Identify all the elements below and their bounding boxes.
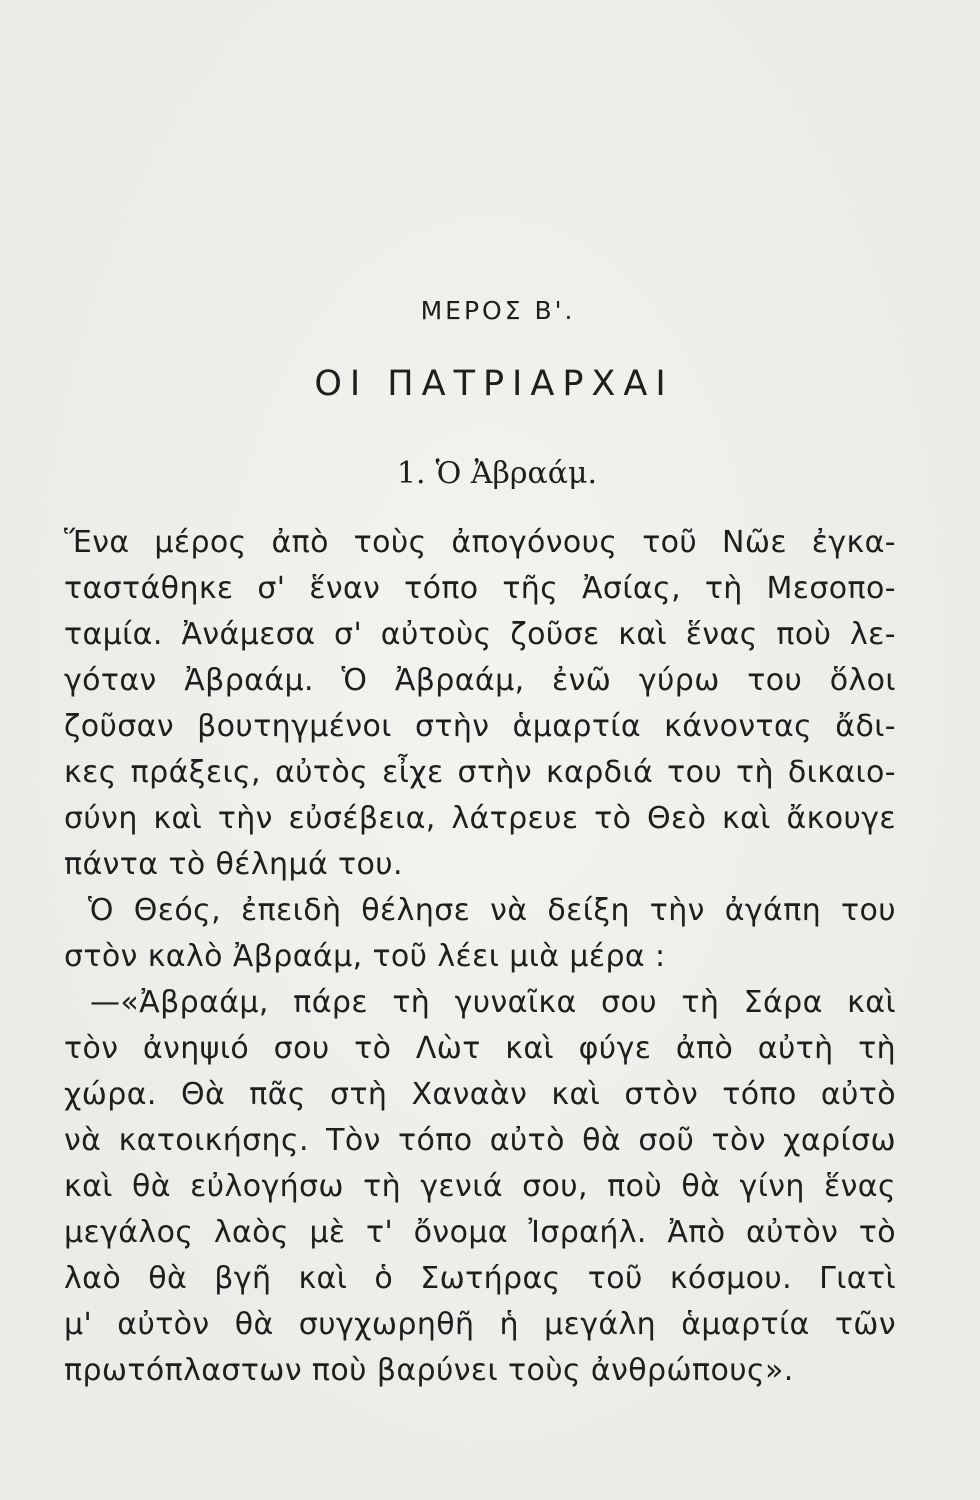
chapter-title: Ὁ Ἀβραάμ. — [435, 456, 598, 491]
text-line: πάντα τὸ θέλημά του. — [64, 847, 403, 882]
part-label: ΜΕΡΟΣ Β'. — [420, 296, 576, 325]
text-line: Ἕνα μέρος ἀπὸ τοὺς ἀπογόνους τοῦ Νῶε ἐγκα- — [64, 525, 896, 560]
text-line: σύνη καὶ τὴν εὐσέβεια, λάτρευε τὸ Θεὸ καὶ ἄκουγε — [64, 801, 896, 836]
text-line: —«Ἀβραάμ, πάρε τὴ γυναῖκα σου τὴ Σάρα καὶ — [90, 985, 896, 1020]
text-line: κες πράξεις, αὐτὸς εἶχε στὴν καρδιά του τὴ δικαιο- — [64, 755, 896, 790]
chapter-heading — [0, 456, 980, 491]
text-line: τὸν ἀνηψιό σου τὸ Λὼτ καὶ φύγε ἀπὸ αὐτὴ τὴ — [64, 1031, 896, 1066]
text-line: ταμία. Ἀνάμεσα σ' αὐτοὺς ζοῦσε καὶ ἕνας ποὺ λε- — [64, 617, 896, 652]
text-line: μεγάλος λαὸς μὲ τ' ὄνομα Ἰσραήλ. Ἀπὸ αὐτὸν τὸ — [64, 1215, 896, 1250]
text-line: γόταν Ἀβραάμ. Ὁ Ἀβραάμ, ἐνῶ γύρω του ὅλοι — [64, 663, 896, 698]
text-line: χώρα. Θὰ πᾶς στὴ Χαναὰν καὶ στὸν τόπο αὐτὸ — [64, 1077, 896, 1112]
text-line: ζοῦσαν βουτηγμένοι στὴν ἁμαρτία κάνοντας ἄδι- — [64, 709, 896, 744]
part-title: ΟΙ ΠΑΤΡΙΑΡΧΑΙ — [314, 364, 674, 404]
text-line: μ' αὐτὸν θὰ συγχωρηθῆ ἡ μεγάλη ἁμαρτία τῶν — [64, 1307, 896, 1342]
text-line: λαὸ θὰ βγῆ καὶ ὁ Σωτήρας τοῦ κόσμου. Γιατὶ — [64, 1261, 896, 1296]
text-line: πρωτόπλαστων ποὺ βαρύνει τοὺς ἀνθρώπους». — [64, 1353, 794, 1388]
text-line: στὸν καλὸ Ἀβραάμ, τοῦ λέει μιὰ μέρα : — [64, 939, 666, 974]
text-line: Ὁ Θεός, ἐπειδὴ θέλησε νὰ δείξη τὴν ἀγάπη του — [88, 893, 896, 928]
text-line: ταστάθηκε σ' ἕναν τόπο τῆς Ἀσίας, τὴ Μεσοπο- — [64, 571, 896, 606]
text-line: καὶ θὰ εὐλογήσω τὴ γενιά σου, ποὺ θὰ γίνη ἕνας — [64, 1169, 896, 1204]
chapter-number: 1. — [396, 456, 426, 491]
text-line: νὰ κατοικήσης. Τὸν τόπο αὐτὸ θὰ σοῦ τὸν χαρίσω — [64, 1123, 896, 1158]
